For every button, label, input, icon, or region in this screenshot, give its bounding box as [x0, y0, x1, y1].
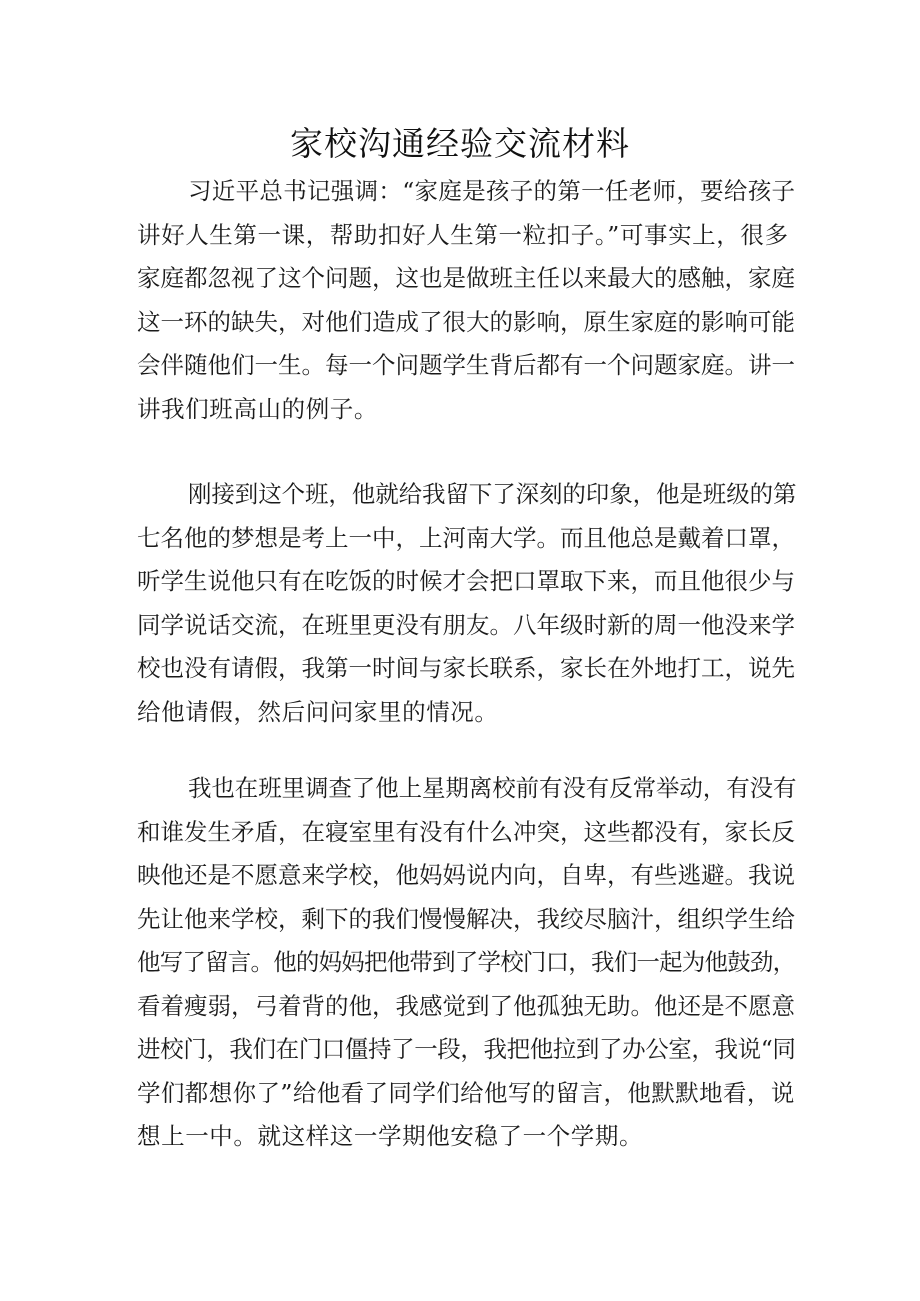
paragraph-line: 想上一中。就这样这一学期他安稳了一个学期。 [137, 1122, 644, 1150]
paragraph-line: 和谁发生矛盾，在寝室里有没有什么冲突，这些都没有，家长反 [137, 817, 795, 846]
paragraph-line: 看着瘦弱，弓着背的他，我感觉到了他孤独无助。他还是不愿意 [137, 991, 795, 1020]
paragraph-line: 映他还是不愿意来学校，他妈妈说内向，自卑，有些逃避。我说 [137, 861, 795, 889]
paragraph-line: 讲好人生第一课，帮助扣好人生第一粒扣子。”可事实上，很多 [137, 220, 789, 249]
paragraph-line: 习近平总书记强调：“家庭是孩子的第一任老师，要给孩子 [188, 177, 796, 205]
paragraph-line: 这一环的缺失，对他们造成了很大的影响，原生家庭的影响可能 [137, 307, 795, 336]
document-title: 家校沟通经验交流材料 [290, 124, 630, 163]
paragraph-line: 刚接到这个班，他就给我留下了深刻的印象，他是班级的第 [188, 480, 797, 508]
paragraph-line: 先让他来学校，剩下的我们慢慢解决，我绞尽脑汁，组织学生给 [137, 904, 795, 933]
paragraph-line: 我也在班里调查了他上星期离校前有没有反常举动，有没有 [188, 774, 797, 802]
paragraph-line: 他写了留言。他的妈妈把他带到了学校门口，我们一起为他鼓劲， [137, 948, 796, 976]
paragraph-line: 学们都想你了”给他看了同学们给他写的留言，他默默地看，说 [137, 1078, 795, 1107]
paragraph-2 [137, 473, 797, 734]
paragraph-line: 讲我们班高山的例子。 [137, 394, 378, 423]
paragraph-line: 同学说话交流，在班里更没有朋友。八年级时新的周一他没来学 [137, 610, 795, 639]
paragraph-line: 校也没有请假，我第一时间与家长联系，家长在外地打工，说先 [137, 654, 795, 682]
paragraph-3 [137, 767, 797, 1159]
paragraph-line: 家庭都忽视了这个问题，这也是做班主任以来最大的感触，家庭 [137, 264, 795, 292]
paragraph-line: 给他请假，然后问问家里的情况。 [137, 697, 499, 726]
paragraph-line: 会伴随他们一生。每一个问题学生背后都有一个问题家庭。讲一 [137, 351, 795, 379]
paragraph-1 [137, 170, 797, 431]
paragraph-line: 七名他的梦想是考上一中，上河南大学。而且他总是戴着口罩， [137, 523, 795, 552]
paragraph-line: 听学生说他只有在吃饭的时候才会把口罩取下来，而且他很少与 [137, 567, 795, 595]
paragraph-line: 进校门，我们在门口僵持了一段，我把他拉到了办公室，我说“同 [137, 1035, 796, 1063]
